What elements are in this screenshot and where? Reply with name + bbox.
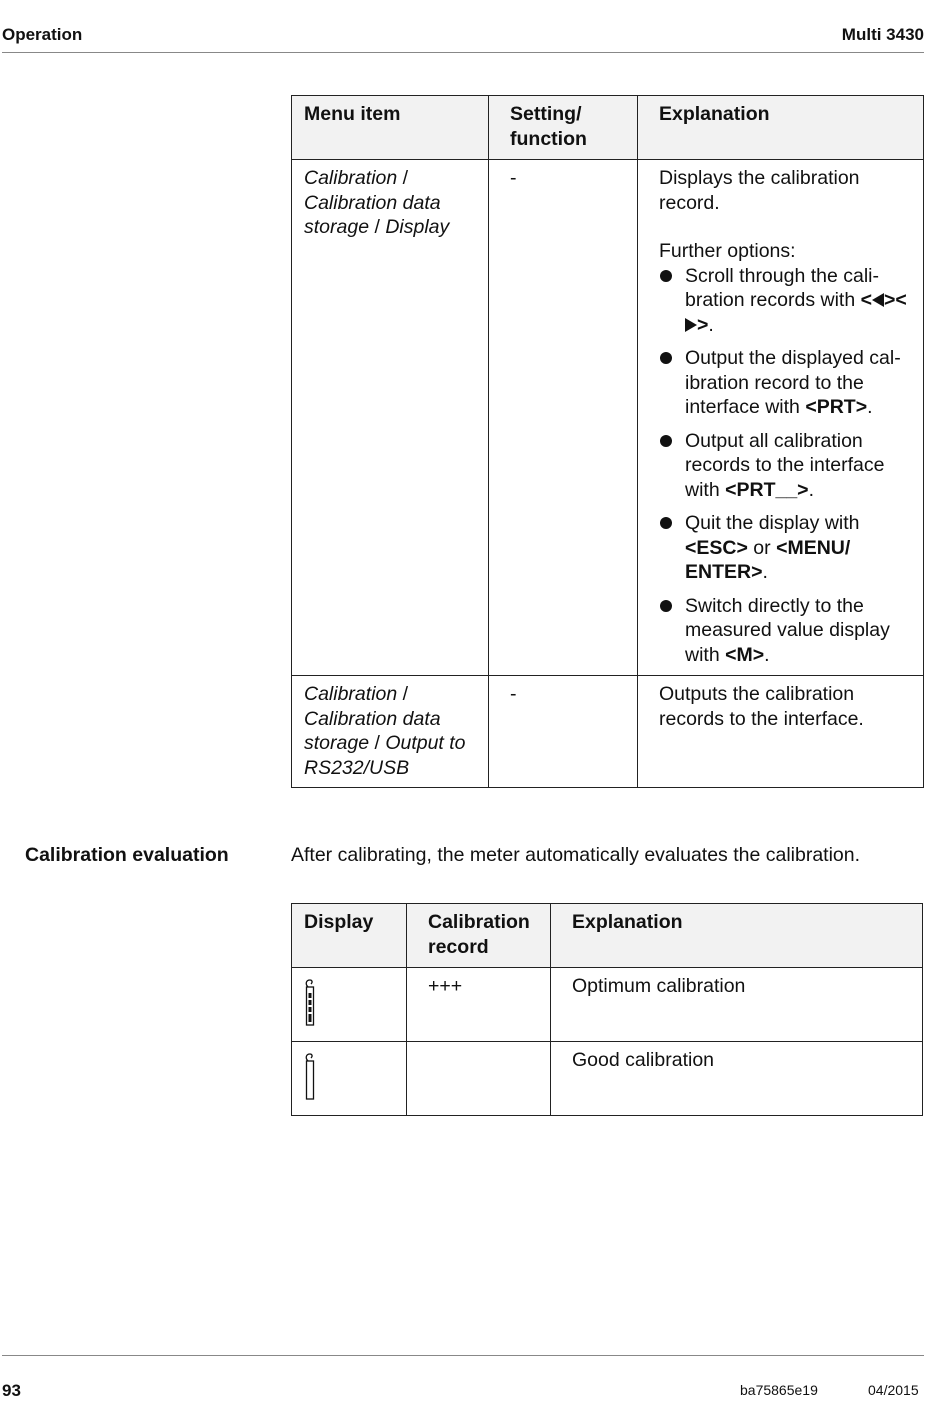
explanation-cell: Good calibration [551,1042,923,1116]
explanation-cell: Outputs the calibration records to the interface. [638,676,924,788]
column-header-display: Display [292,904,407,968]
further-options-label: Further options: [659,240,796,262]
section-side-heading: Calibration evaluation [25,844,229,866]
options-list [659,264,915,668]
column-header-explanation: Explanation [638,96,924,160]
explanation-cell: Optimum calibration [551,968,923,1042]
sensor-probe-full-icon [303,974,317,1028]
table-row [292,676,924,788]
table-header-row [292,904,923,968]
column-header-explanation: Explanation [551,904,923,968]
header-product-name: Multi 3430 [841,25,924,44]
bullet-icon [660,352,672,364]
display-cell [292,968,407,1042]
list-item: Scroll through the cali-bration records with < ><>. [659,264,915,338]
bullet-icon [660,600,672,612]
table-row [292,160,924,676]
section-paragraph: After calibrating, the meter automatically evaluates the calibration. [291,844,861,866]
menu-item-cell: Calibration / Calibration data storage / Output to RS232/USB [292,676,489,788]
page-number: 93 [2,1381,21,1400]
menu-table [291,95,924,788]
record-cell: +++ [407,968,551,1042]
footer-rule [2,1355,924,1356]
left-arrow-key-icon [872,293,884,307]
list-item: Quit the display with <ESC> or <MENU/ ENTER>. [659,511,915,585]
explanation-cell [638,160,924,676]
explanation-intro: Displays the calibration record. [659,167,860,214]
table-header-row [292,96,924,160]
bullet-icon [660,435,672,447]
right-arrow-key-icon [685,318,697,332]
column-header-setting: Setting/ function [489,96,638,160]
menu-item-cell: Calibration / Calibration data storage / Display [292,160,489,676]
list-item: Output all calibration records to the interface with <PRT__>. [659,429,915,503]
column-header-calibration-record: Calibration record [407,904,551,968]
column-header-menu-item: Menu item [292,96,489,160]
table-row [292,1042,923,1116]
header-section-title: Operation [2,25,83,44]
bullet-icon [660,517,672,529]
list-item: Output the displayed cal-ibration record to the interface with <PRT>. [659,346,915,420]
record-cell [407,1042,551,1116]
sensor-probe-empty-icon [303,1048,317,1102]
bullet-icon [660,270,672,282]
table-row [292,968,923,1042]
list-item: Switch directly to the measured value display with <M>. [659,594,915,668]
setting-cell: - [489,676,638,788]
document-date: 04/2015 [868,1382,919,1398]
setting-cell: - [489,160,638,676]
document-id: ba75865e19 [740,1382,818,1398]
header-rule [2,52,924,53]
evaluation-table [291,903,923,1116]
display-cell [292,1042,407,1116]
